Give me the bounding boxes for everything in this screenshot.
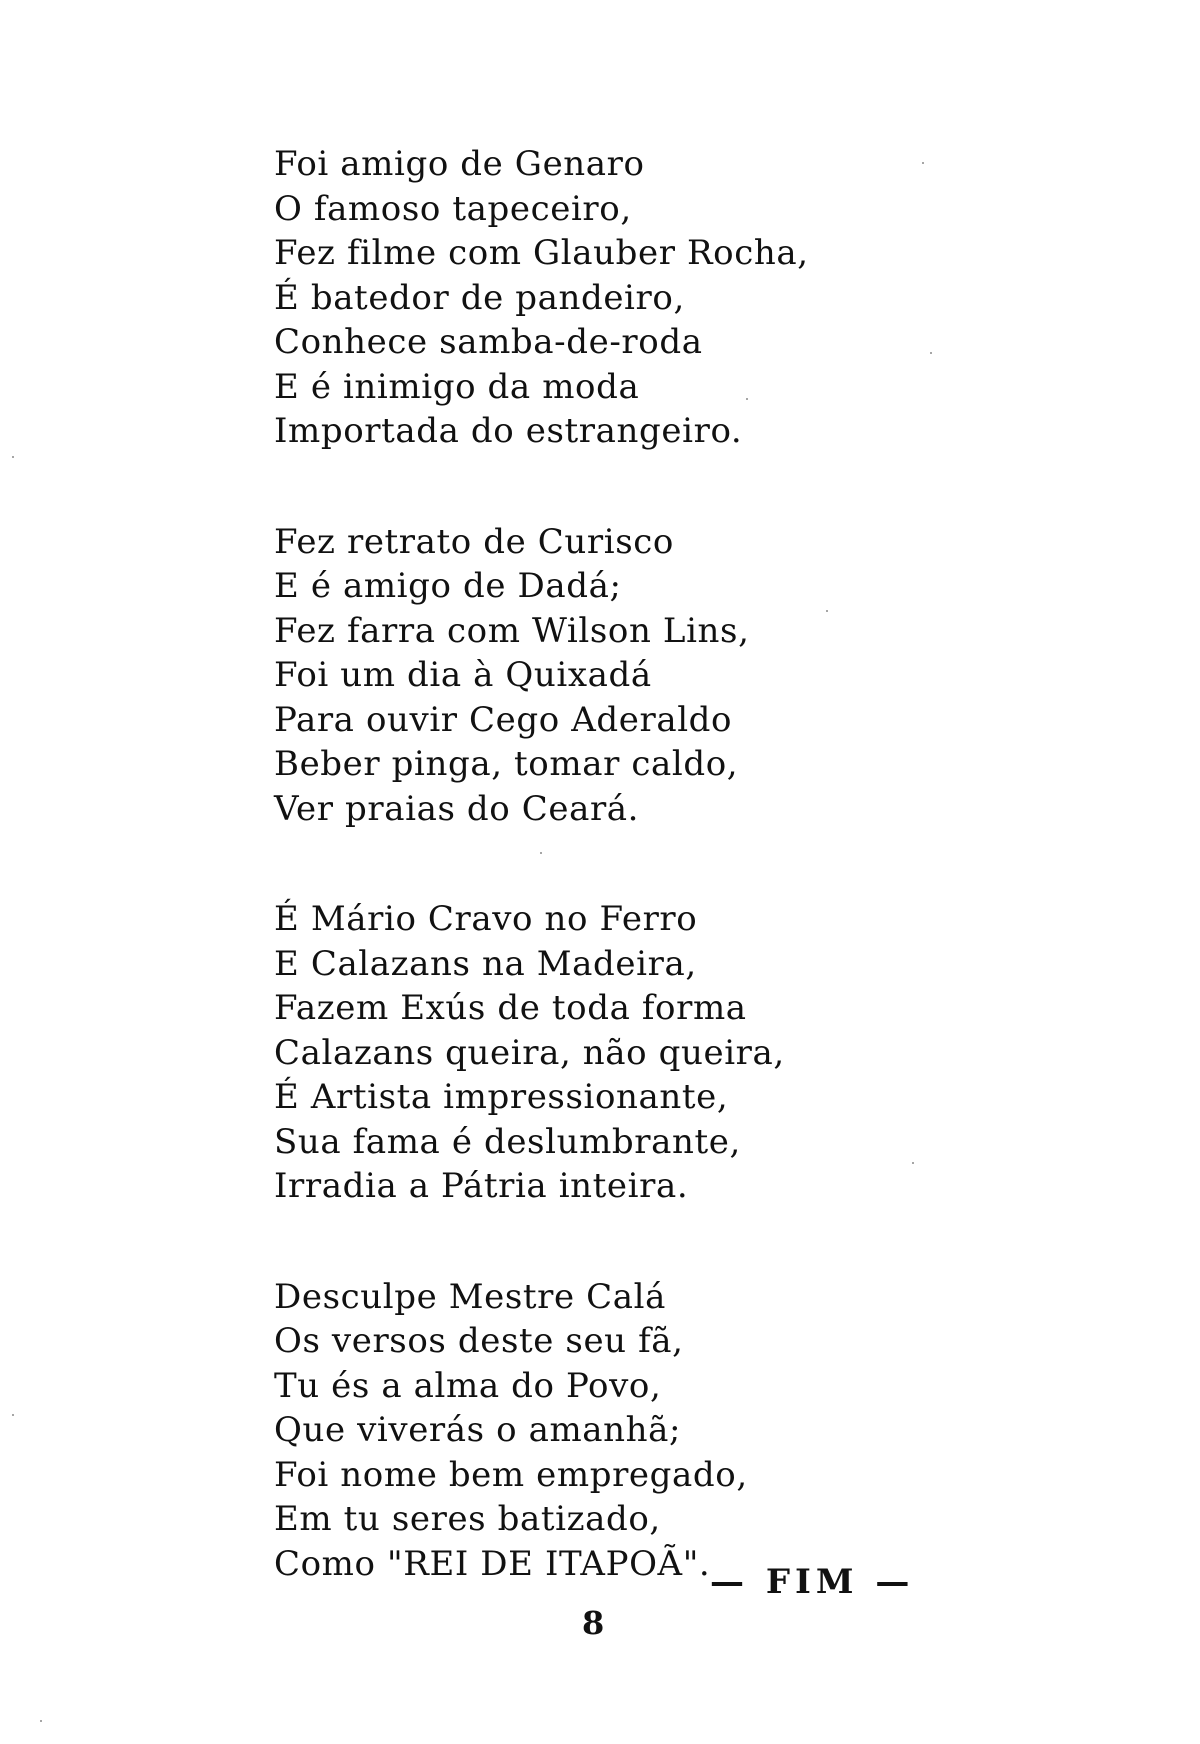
stanza-2 xyxy=(274,520,914,832)
verse-line: O famoso tapeceiro, xyxy=(274,188,632,229)
verse-line: Conhece samba-de-roda xyxy=(274,322,703,362)
scan-speck xyxy=(12,1414,14,1416)
verse-line: Importada do estrangeiro. xyxy=(274,411,743,451)
poem xyxy=(274,142,914,1652)
verse-line: Fez filme com Glauber Rocha, xyxy=(274,233,809,273)
stanza-4 xyxy=(274,1275,914,1587)
scan-speck xyxy=(540,852,542,854)
scan-speck xyxy=(912,1162,914,1164)
verse-line: Fez farra com Wilson Lins, xyxy=(274,610,750,651)
verse-line: Foi nome bem empregado, xyxy=(274,1454,748,1495)
page-number: 8 xyxy=(582,1604,605,1642)
verse-line: Desculpe Mestre Calá xyxy=(274,1276,666,1317)
scan-speck xyxy=(746,398,748,400)
verse-line: Como "REI DE ITAPOÃ". xyxy=(274,1543,711,1584)
verse-line: Os versos deste seu fã, xyxy=(274,1321,684,1361)
verse-line: Que viverás o amanhã; xyxy=(274,1410,682,1450)
verse-line: Foi amigo de Genaro xyxy=(274,144,645,184)
stanza-1 xyxy=(274,142,914,454)
scan-speck xyxy=(930,352,932,354)
verse-line: Fez retrato de Curisco xyxy=(274,521,674,562)
verse-line: É Mário Cravo no Ferro xyxy=(274,899,698,939)
verse-line: Calazans queira, não queira, xyxy=(274,1032,785,1073)
verse-line: Beber pinga, tomar caldo, xyxy=(274,744,739,784)
scan-speck xyxy=(922,162,924,164)
stanza-3 xyxy=(274,897,914,1209)
verse-line: Tu és a alma do Povo, xyxy=(274,1365,662,1406)
verse-line: É Artista impressionante, xyxy=(274,1077,729,1117)
verse-line: Ver praias do Ceará. xyxy=(274,788,640,829)
verse-line: E é amigo de Dadá; xyxy=(274,566,622,606)
verse-line: Foi um dia à Quixadá xyxy=(274,655,652,695)
verse-line: Irradia a Pátria inteira. xyxy=(274,1166,689,1206)
scan-speck xyxy=(12,456,14,458)
scan-speck xyxy=(40,1720,42,1722)
scan-speck xyxy=(826,610,828,612)
verse-line: Fazem Exús de toda forma xyxy=(274,988,747,1028)
end-mark: — FIM — xyxy=(710,1562,915,1602)
verse-line: É batedor de pandeiro, xyxy=(274,277,685,318)
verse-line: E Calazans na Madeira, xyxy=(274,943,697,984)
verse-line: Para ouvir Cego Aderaldo xyxy=(274,699,733,740)
verse-line: Sua fama é deslumbrante, xyxy=(274,1121,741,1162)
verse-line: E é inimigo da moda xyxy=(274,366,640,407)
verse-line: Em tu seres batizado, xyxy=(274,1499,661,1539)
